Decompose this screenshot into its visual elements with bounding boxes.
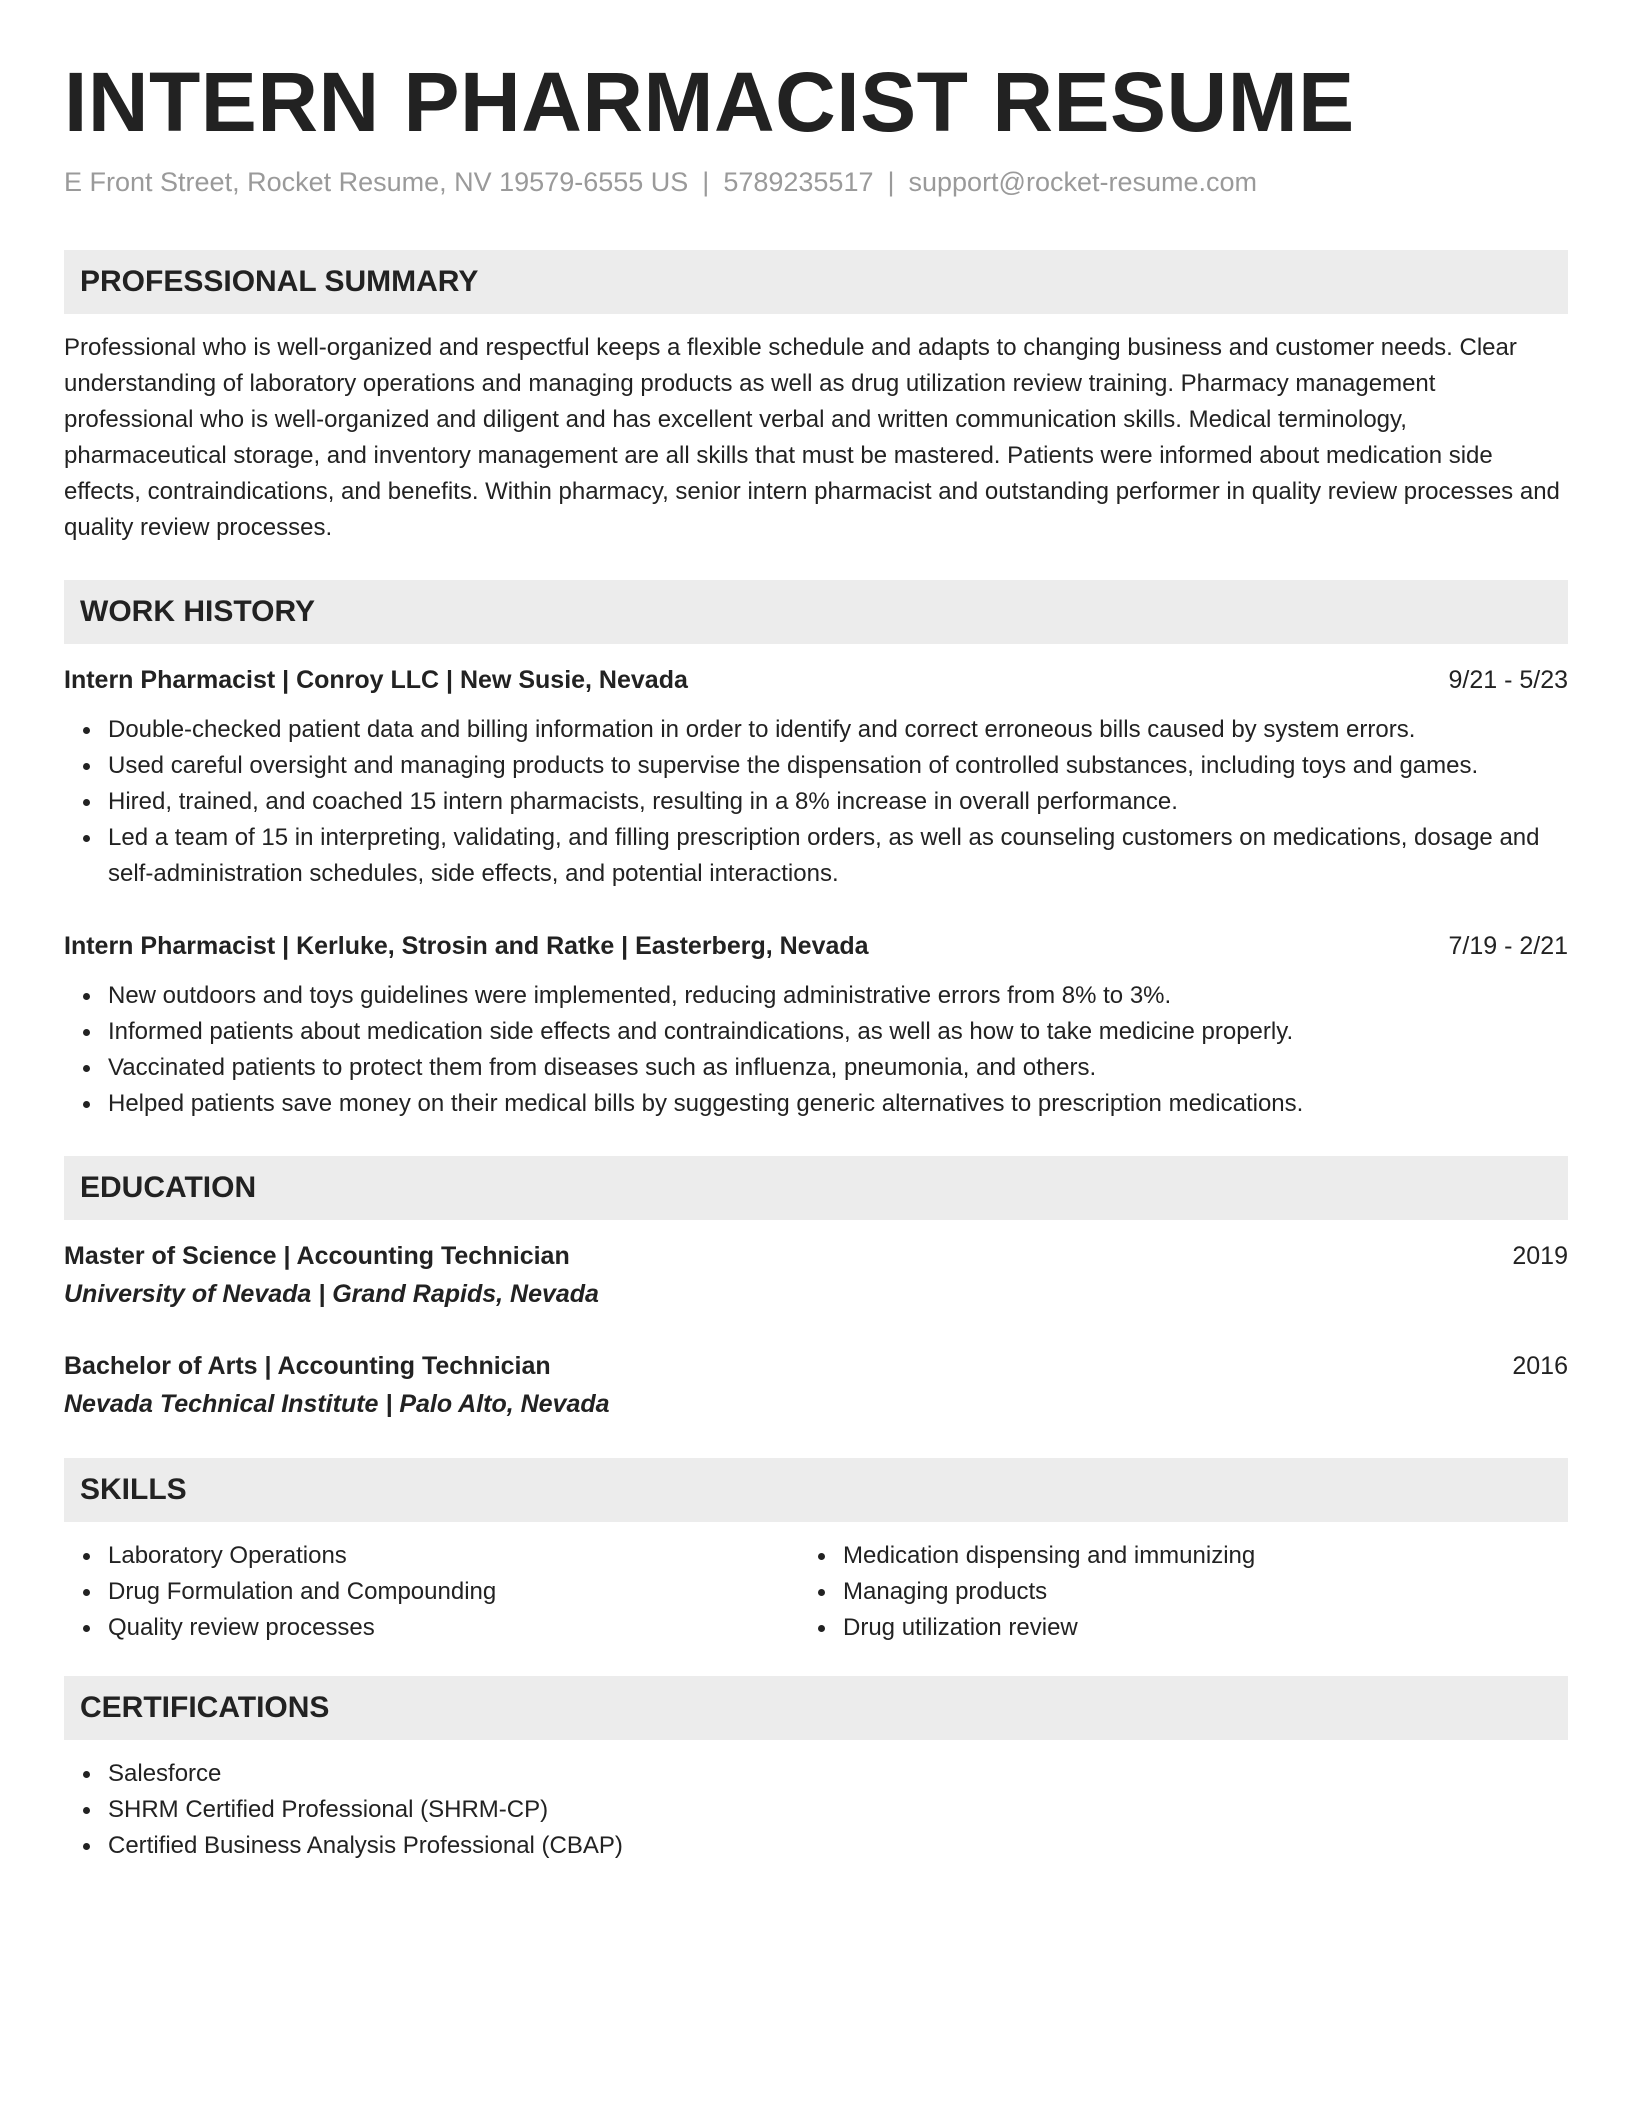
list-item: Hired, trained, and coached 15 intern pharmacists, resulting in a 8% increase in overall performance. — [108, 784, 1568, 820]
summary-text: Professional who is well-organized and respectful keeps a flexible schedule and adapts to changing business and customer needs. Clear understanding of laboratory operations and managing products as well as drug utilization review training. Pharmacy management professional who is well-organized and diligent and has excellent verbal and written communication skills. Medical terminology, pharmaceutical storage, and inventory management are all skills that must be mastered. Patients were informed about medication side effects, contraindications, and benefits. Within pharmacy, senior intern pharmacist and outstanding performer in quality review processes and quality review processes. — [64, 334, 1560, 541]
contact-line — [64, 164, 1568, 200]
job-bullets — [64, 712, 1568, 892]
certifications-list — [64, 1756, 1568, 1864]
list-item: Medication dispensing and immunizing — [843, 1538, 1543, 1574]
list-item: SHRM Certified Professional (SHRM-CP) — [108, 1792, 1568, 1828]
section-header-education: EDUCATION — [64, 1156, 1568, 1220]
skills-grid — [64, 1538, 1568, 1646]
education-header — [64, 1348, 1568, 1384]
skills-column-right — [799, 1538, 1543, 1646]
section-header-summary: PROFESSIONAL SUMMARY — [64, 250, 1568, 314]
list-item: Drug utilization review — [843, 1610, 1543, 1646]
list-item: Laboratory Operations — [108, 1538, 799, 1574]
job-title: Intern Pharmacist | Conroy LLC | New Susie, Nevada — [64, 666, 688, 694]
job-header — [64, 662, 1568, 698]
contact-email: support@rocket-resume.com — [908, 167, 1258, 197]
list-item: Managing products — [843, 1574, 1543, 1610]
job-title: Intern Pharmacist | Kerluke, Strosin and Ratke | Easterberg, Nevada — [64, 932, 869, 960]
education-entry — [64, 1348, 1568, 1424]
section-header-skills: SKILLS — [64, 1458, 1568, 1522]
education-school: Nevada Technical Institute | Palo Alto, Nevada — [64, 1390, 610, 1418]
list-item: Informed patients about medication side effects and contraindications, as well as how to take medicine properly. — [108, 1014, 1568, 1050]
list-item: Double-checked patient data and billing information in order to identify and correct erroneous bills caused by system errors. — [108, 712, 1568, 748]
job-entry — [64, 928, 1568, 1122]
skills-column-left — [64, 1538, 799, 1646]
section-header-work-history: WORK HISTORY — [64, 580, 1568, 644]
education-year: 2016 — [1512, 1352, 1568, 1380]
list-item: Certified Business Analysis Professional (CBAP) — [108, 1828, 1568, 1864]
list-item: Used careful oversight and managing products to supervise the dispensation of controlled substances, including toys and games. — [108, 748, 1568, 784]
list-item: Salesforce — [108, 1756, 1568, 1792]
education-degree: Master of Science | Accounting Technician — [64, 1242, 570, 1270]
education-entry — [64, 1238, 1568, 1314]
contact-address: E Front Street, Rocket Resume, NV 19579-6555 US — [64, 167, 689, 197]
contact-separator: | — [702, 167, 710, 197]
job-entry — [64, 662, 1568, 892]
list-item: New outdoors and toys guidelines were implemented, reducing administrative errors from 8% to 3%. — [108, 978, 1568, 1014]
list-item: Helped patients save money on their medical bills by suggesting generic alternatives to prescription medications. — [108, 1086, 1568, 1122]
resume-title: INTERN PHARMACIST RESUME — [64, 55, 1355, 149]
list-item: Led a team of 15 in interpreting, validating, and filling prescription orders, as well as counseling customers on medications, dosage and self-administration schedules, side effects, and potential interactions. — [108, 820, 1568, 892]
job-header — [64, 928, 1568, 964]
job-dates: 7/19 - 2/21 — [1448, 932, 1568, 960]
education-degree: Bachelor of Arts | Accounting Technician — [64, 1352, 551, 1380]
job-dates: 9/21 - 5/23 — [1448, 666, 1568, 694]
contact-separator: | — [887, 167, 895, 197]
education-year: 2019 — [1512, 1242, 1568, 1270]
contact-phone: 5789235517 — [723, 167, 874, 197]
education-school: University of Nevada | Grand Rapids, Nevada — [64, 1280, 599, 1308]
list-item: Quality review processes — [108, 1610, 799, 1646]
job-bullets — [64, 978, 1568, 1122]
education-header — [64, 1238, 1568, 1274]
list-item: Vaccinated patients to protect them from diseases such as influenza, pneumonia, and others. — [108, 1050, 1568, 1086]
list-item: Drug Formulation and Compounding — [108, 1574, 799, 1610]
section-header-certifications: CERTIFICATIONS — [64, 1676, 1568, 1740]
